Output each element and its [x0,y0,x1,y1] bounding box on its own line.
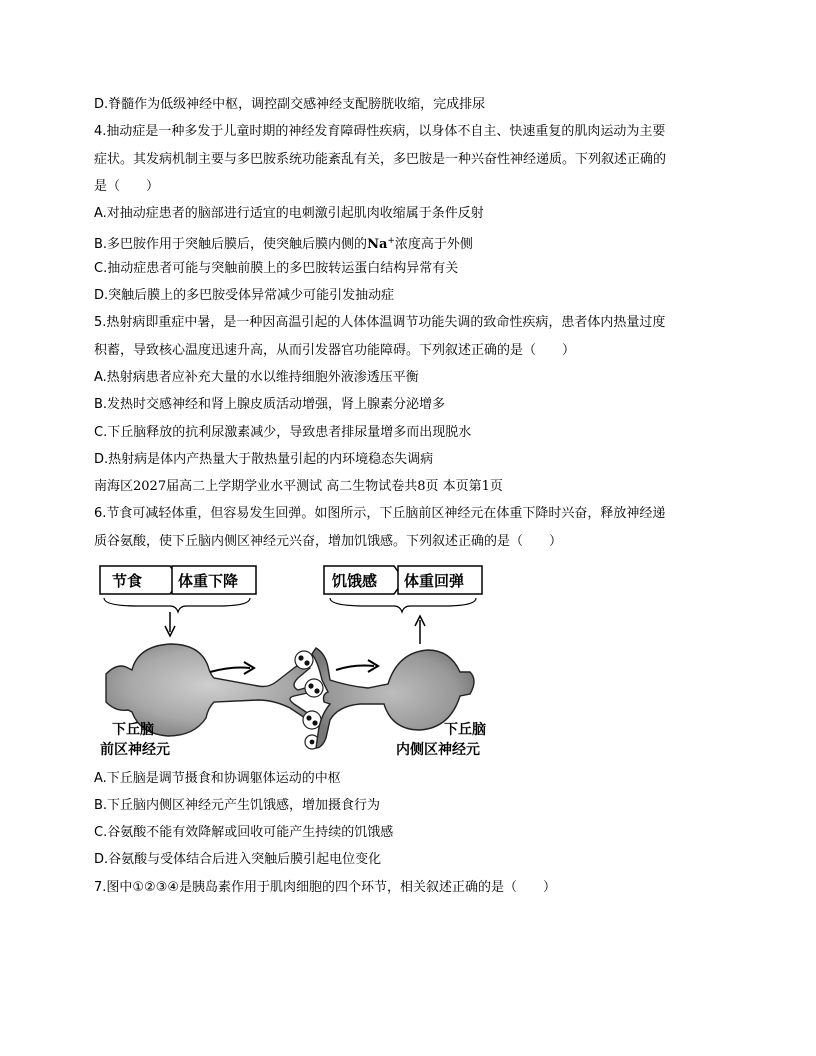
q4-option-b [94,232,473,254]
q5-option-b: B.发热时交感神经和肾上腺皮质活动增强，肾上腺素分泌增多 [94,397,446,412]
sodium-ion-symbol: Na [367,237,388,252]
q3-option-d: D.脊髓作为低级神经中枢，调控副交感神经支配膀胱收缩，完成排尿 [94,97,486,112]
hypothalamus-neuron-diagram [98,562,498,760]
box-diet-label: 节食 [112,572,143,590]
label-anterior-line2: 前区神经元 [100,742,170,758]
q7-stem: 7.图中①②③④是胰岛素作用于肌肉细胞的四个环节，相关叙述正确的是（ ） [94,880,557,895]
box-diet [100,566,180,594]
box-weight-down-label: 体重下降 [178,572,239,590]
q5-option-d: D.热射病是体内产热量大于散热量引起的内环境稳态失调病 [94,452,434,467]
box-weight-down [172,566,256,594]
left-bracket [104,598,250,612]
box-hunger-label: 饥饿感 [332,572,378,590]
box-hunger [324,566,404,594]
q4-option-b-text-post: 浓度高于外侧 [394,237,473,252]
right-bracket [330,598,476,612]
q4-stem-line2: 症状。其发病机制主要与多巴胺系统功能紊乱有关，多巴胺是一种兴奋性神经递质。下列叙述正确的 [94,152,667,167]
q4-stem-line3: 是（ ） [94,179,160,194]
label-medial-line2: 内侧区神经元 [396,742,480,758]
q5-stem-line1: 5.热射病即重症中暑，是一种因高温引起的人体体温调节功能失调的致命性疾病，患者体内热量过度 [94,315,666,330]
box-rebound [398,566,482,594]
q4-option-c: C.抽动症患者可能与突触前膜上的多巴胺转运蛋白结构异常有关 [94,261,459,276]
box-rebound-label: 体重回弹 [404,572,465,590]
q5-stem-line2: 积蓄，导致核心温度迅速升高，从而引发器官功能障碍。下列叙述正确的是（ ） [94,343,576,358]
q5-option-c: C.下丘脑释放的抗利尿激素减少，导致患者排尿量增多而出现脱水 [94,425,472,440]
q6-option-c: C.谷氨酸不能有效降解或回收可能产生持续的饥饿感 [94,825,394,840]
q6-stem-line1: 6.节食可减轻体重，但容易发生回弹。如图所示，下丘脑前区神经元在体重下降时兴奋，释放神经递 [94,506,666,521]
signal-arrow-1 [210,668,250,673]
label-anterior-line1: 下丘脑 [112,722,154,738]
q4-option-d: D.突触后膜上的多巴胺受体异常减少可能引发抽动症 [94,288,395,303]
q6-option-b: B.下丘脑内侧区神经元产生饥饿感，增加摄食行为 [94,798,381,813]
signal-arrow-2 [336,666,374,671]
q6-option-d: D.谷氨酸与受体结合后进入突触后膜引起电位变化 [94,852,382,867]
page-footer: 南海区2027届高二上学期学业水平测试 高二生物试卷共8页 本页第1页 [94,479,503,494]
q5-option-a: A.热射病患者应补充大量的水以维持细胞外液渗透压平衡 [94,370,419,385]
q6-stem-line2: 质谷氨酸，使下丘脑内侧区神经元兴奋，增加饥饿感。下列叙述正确的是（ ） [94,534,563,549]
q4-option-b-text-pre: B.多巴胺作用于突触后膜后，使突触后膜内侧的 [94,237,368,252]
sodium-ion-charge: + [387,236,395,246]
label-medial-line1: 下丘脑 [444,722,486,738]
q6-option-a: A.下丘脑是调节摄食和协调躯体运动的中枢 [94,771,341,786]
q4-option-a: A.对抽动症患者的脑部进行适宜的电刺激引起肌肉收缩属于条件反射 [94,206,484,221]
q4-stem-line1: 4.抽动症是一种多发于儿童时期的神经发育障碍性疾病，以身体不自主、快速重复的肌肉运动为主要 [94,124,666,139]
